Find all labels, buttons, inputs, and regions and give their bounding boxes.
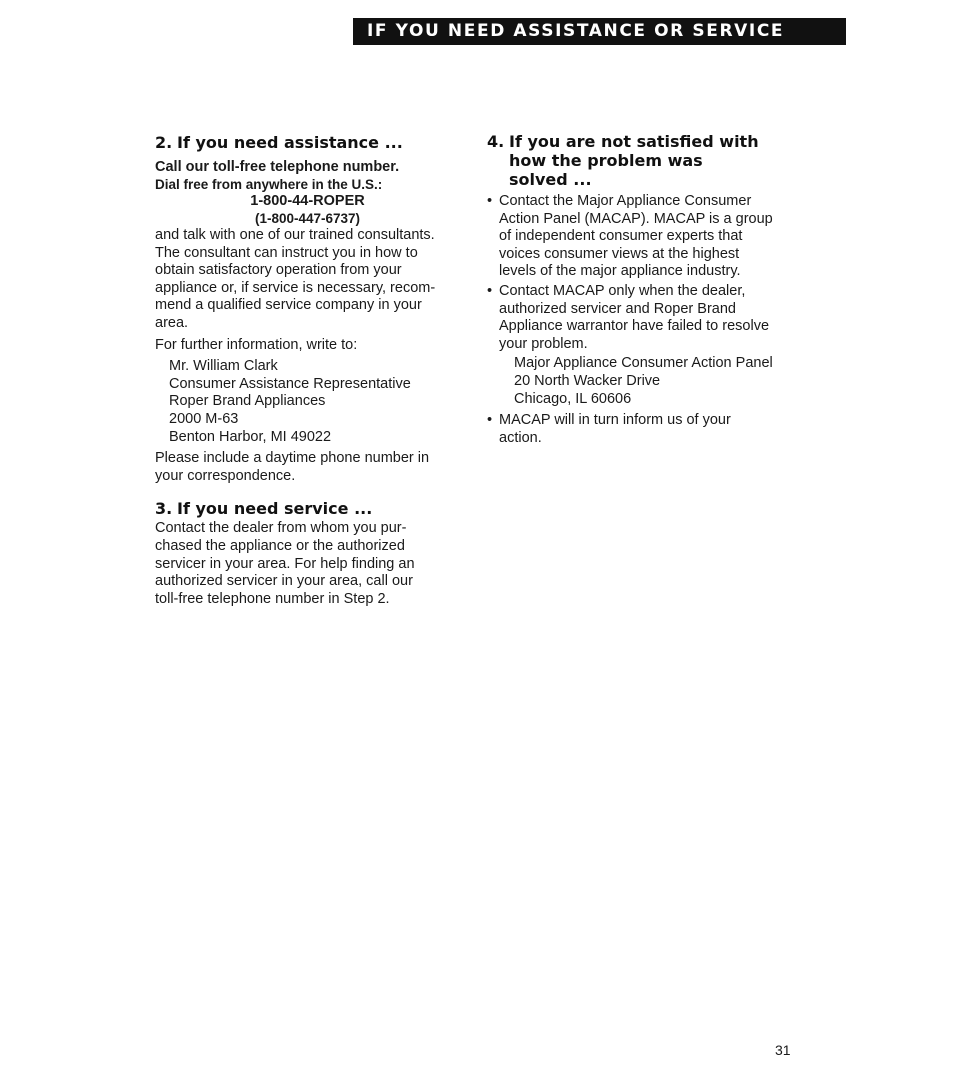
body-line: obtain satisfactory operation from your (155, 262, 402, 279)
address-line: Benton Harbor, MI 49022 (169, 428, 332, 445)
section-4-number: 4. (487, 132, 505, 151)
call-line: Call our toll-free telephone number. (155, 159, 400, 175)
bullet-line: of independent consumer experts that (499, 228, 743, 245)
body-line: and talk with one of our trained consultants. (155, 227, 435, 243)
bullet-line: action. (499, 429, 542, 446)
dial-line: Dial free from anywhere in the U.S.: (155, 177, 383, 192)
section-3-number: 3. (155, 499, 173, 519)
right-column (487, 132, 807, 449)
list-item (487, 283, 807, 353)
heading-line: If you are not satisfied with (509, 132, 759, 151)
body-line: Contact the dealer from whom you pur- (155, 520, 407, 537)
bullet-line: Contact the Major Appliance Consumer (499, 193, 752, 209)
address-line: 20 North Wacker Drive (514, 372, 661, 389)
bullet-icon: • (487, 412, 493, 429)
write-to-line: For further information, write to: (155, 336, 358, 353)
section-3-title: If you need service ... (177, 499, 373, 519)
bullet-line: authorized servicer and Roper Brand (499, 300, 736, 317)
section-2-heading (155, 133, 460, 152)
left-column (155, 133, 460, 608)
body-line: appliance or, if service is necessary, recom- (155, 279, 436, 296)
body-line: The consultant can instruct you in how to (155, 244, 418, 261)
section-2-number: 2. (155, 133, 173, 152)
banner-title: IF YOU NEED ASSISTANCE OR SERVICE (367, 21, 785, 41)
bullet-line: Appliance warrantor have failed to resolve (499, 318, 770, 335)
bullet-icon: • (487, 282, 493, 299)
section-4-list (487, 193, 807, 353)
closing-note (155, 450, 460, 485)
address-line: Chicago, IL 60606 (514, 390, 632, 407)
list-item (487, 193, 807, 281)
section-4-heading (487, 132, 807, 189)
closing-line: Please include a daytime phone number in (155, 450, 430, 467)
address-line: Consumer Assistance Representative (169, 375, 411, 392)
section-2-body (155, 227, 460, 333)
macap-address (487, 355, 807, 408)
heading-line: solved ... (509, 170, 592, 189)
body-line: authorized servicer in your area, call our (155, 573, 413, 590)
closing-line: your correspondence. (155, 467, 296, 484)
phone-numeric: (1-800-447-6737) (254, 211, 361, 226)
bullet-line: your problem. (499, 335, 588, 352)
heading-line: how the problem was (509, 151, 703, 170)
bullet-line: Action Panel (MACAP). MACAP is a group (499, 210, 773, 227)
mailing-address (155, 358, 460, 446)
body-line: mend a qualified service company in your (155, 297, 422, 314)
section-3-heading (155, 499, 460, 518)
body-line: toll-free telephone number in Step 2. (155, 590, 390, 607)
section-3-body (155, 520, 460, 608)
address-line: 2000 M-63 (169, 410, 239, 427)
body-line: servicer in your area. For help finding an (155, 555, 415, 572)
section-4-title (509, 132, 807, 189)
address-line: Major Appliance Consumer Action Panel (514, 355, 773, 372)
bullet-line: levels of the major appliance industry. (499, 263, 741, 280)
address-line: Mr. William Clark (169, 358, 278, 375)
bullet-line: MACAP will in turn inform us of your (499, 412, 731, 429)
section-4-list-end (487, 412, 807, 447)
body-line: chased the appliance or the authorized (155, 537, 405, 554)
phone-alpha: 1-800-44-ROPER (250, 193, 365, 209)
body-line: area. (155, 314, 189, 331)
address-line: Roper Brand Appliances (169, 393, 326, 410)
bullet-line: Contact MACAP only when the dealer, (499, 282, 746, 299)
list-item (487, 412, 807, 447)
section-2-title: If you need assistance ... (177, 133, 403, 152)
section-banner (353, 18, 846, 45)
bullet-icon: • (487, 193, 493, 209)
bullet-line: voices consumer views at the highest (499, 245, 740, 262)
page-number: 31 (775, 1042, 791, 1058)
